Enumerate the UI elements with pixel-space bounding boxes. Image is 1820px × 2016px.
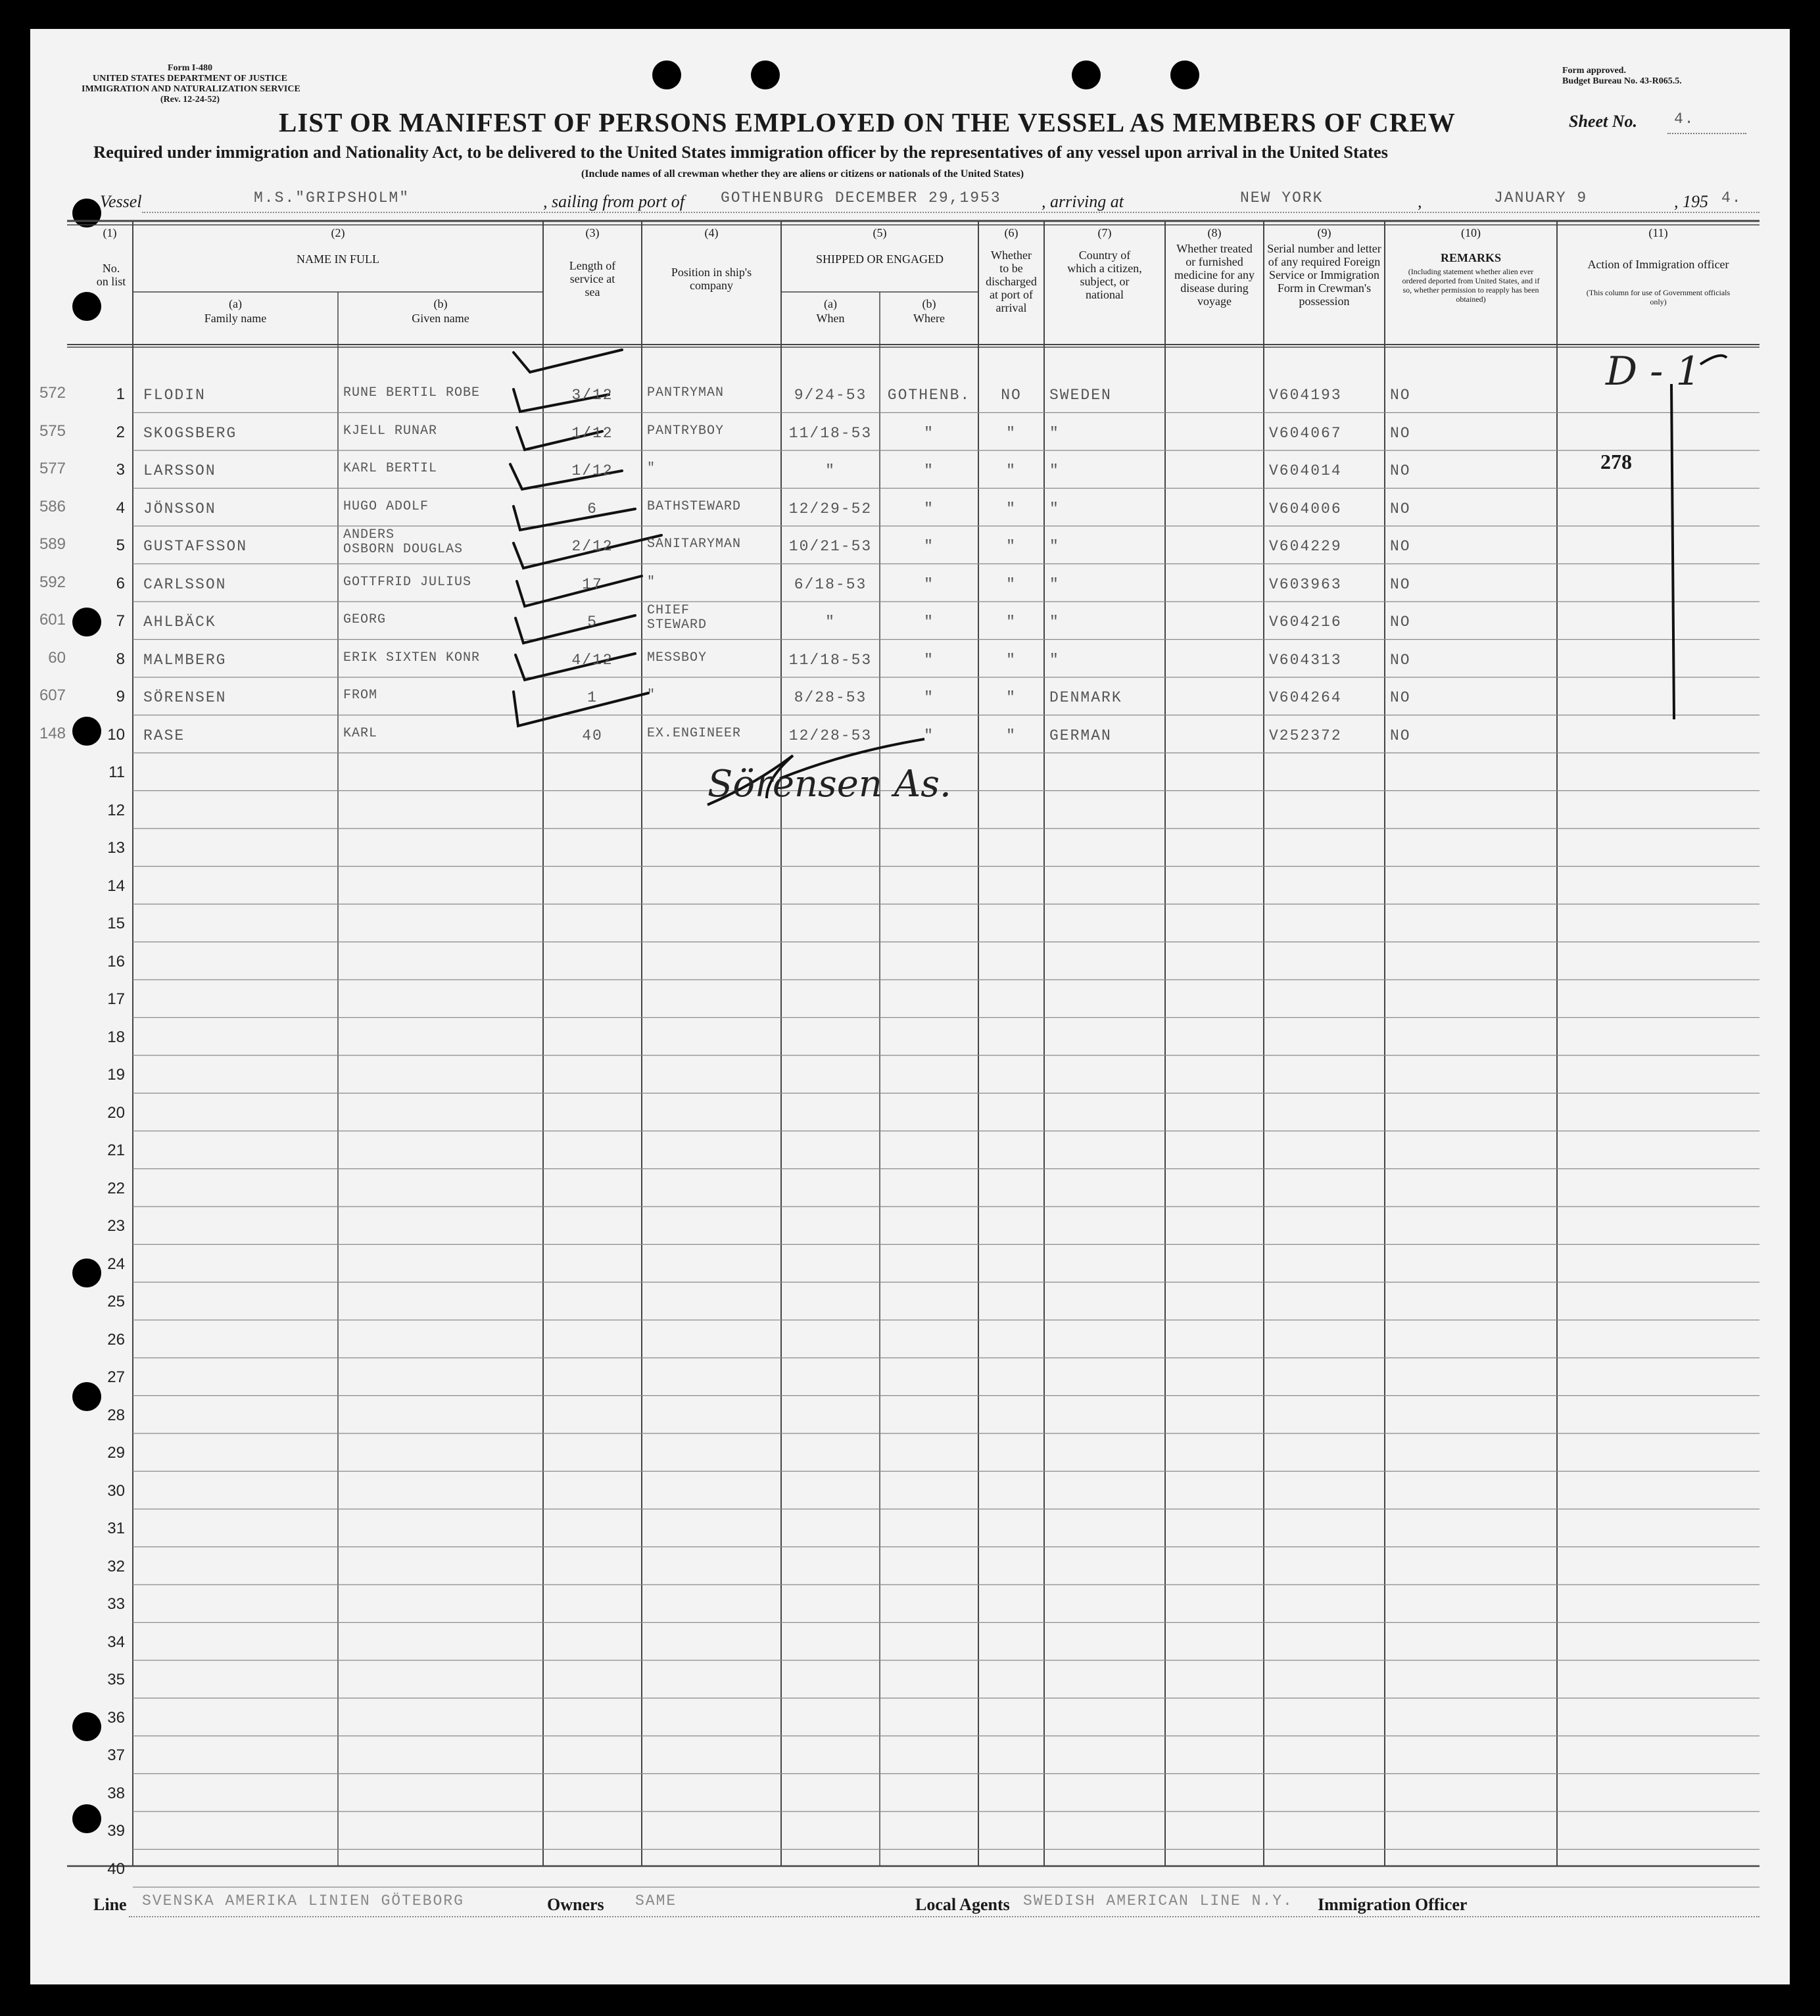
list-margin-number: 586 bbox=[39, 497, 66, 516]
col8-number: (8) bbox=[1207, 226, 1222, 239]
cell-when: " bbox=[825, 613, 836, 631]
cell-where: " bbox=[924, 689, 934, 706]
row-number: 15 bbox=[107, 915, 125, 932]
cell-where: " bbox=[924, 613, 934, 631]
row-number: 23 bbox=[107, 1217, 125, 1235]
vessel-label: Vessel bbox=[100, 192, 142, 211]
cell-service: 17 bbox=[582, 575, 603, 593]
row-number: 13 bbox=[107, 839, 125, 857]
list-margin-number: 589 bbox=[39, 535, 66, 553]
row-number: 4 bbox=[116, 498, 125, 517]
cell-position-cont: STEWARD bbox=[647, 617, 707, 633]
form-number: Form I-480 bbox=[167, 63, 213, 73]
col10-note: (Including statement whether alien ever ordered deported from United States, and if so, whether permission to reapply has been obtained) bbox=[1402, 267, 1540, 304]
cell-country: " bbox=[1049, 575, 1060, 593]
row-number: 37 bbox=[107, 1746, 125, 1764]
cell-country: DENMARK bbox=[1049, 689, 1122, 706]
budget-bureau-number: Budget Bureau No. 43-R065.5. bbox=[1562, 76, 1682, 86]
row-number: 32 bbox=[107, 1557, 125, 1575]
vessel-name: M.S."GRIPSHOLM" bbox=[254, 189, 410, 206]
cell-given: HUGO ADOLF bbox=[343, 498, 429, 514]
col11-note: (This column for use of Government officials only) bbox=[1586, 288, 1731, 306]
footer-owners-value: SAME bbox=[635, 1892, 677, 1909]
cell-given: GEORG bbox=[343, 612, 387, 627]
cell-when: 12/28-53 bbox=[788, 727, 873, 744]
row-number: 20 bbox=[107, 1103, 125, 1122]
cell-remarks: NO bbox=[1390, 575, 1411, 593]
cell-where: " bbox=[924, 538, 934, 555]
cell-family: JÖNSSON bbox=[143, 500, 216, 517]
row-number: 5 bbox=[116, 537, 125, 554]
cell-when: 9/24-53 bbox=[794, 387, 867, 404]
cell-position: " bbox=[647, 574, 656, 590]
cell-where: " bbox=[924, 462, 934, 479]
cell-family: SÖRENSEN bbox=[143, 689, 227, 706]
cell-country: " bbox=[1049, 424, 1060, 442]
col6-number: (6) bbox=[1004, 226, 1018, 239]
footer-agents-value: SWEDISH AMERICAN LINE N.Y. bbox=[1023, 1892, 1293, 1909]
cell-service: 5 bbox=[587, 613, 598, 631]
approval-line: Form approved. bbox=[1562, 66, 1626, 76]
list-margin-number: 572 bbox=[39, 384, 66, 402]
cell-service: 4/12 bbox=[571, 651, 613, 669]
col5-number: (5) bbox=[873, 226, 887, 239]
cell-position: SANITARYMAN bbox=[647, 537, 742, 552]
cell-serial: V252372 bbox=[1269, 727, 1342, 744]
year-prefix: , 195 bbox=[1674, 192, 1708, 211]
cell-serial: V604313 bbox=[1269, 651, 1342, 669]
cell-discharge: " bbox=[1006, 613, 1017, 631]
footer-agents-label: Local Agents bbox=[915, 1895, 1010, 1914]
cell-remarks: NO bbox=[1390, 538, 1411, 555]
cell-when: 12/29-52 bbox=[788, 500, 873, 517]
row-number: 10 bbox=[107, 725, 125, 744]
action-bracket-line bbox=[1671, 384, 1674, 719]
row-number: 31 bbox=[107, 1520, 125, 1537]
row-number: 34 bbox=[107, 1633, 125, 1651]
agency-line: UNITED STATES DEPARTMENT OF JUSTICE bbox=[93, 74, 287, 84]
col10-header: REMARKS bbox=[1440, 251, 1501, 264]
col8-header: Whether treated or furnished medicine for any disease during voyage bbox=[1174, 242, 1255, 308]
cell-position: CHIEF bbox=[647, 603, 690, 618]
captain-signature: Sörensen As. bbox=[707, 763, 951, 805]
row-number: 1 bbox=[116, 385, 125, 403]
cell-discharge: " bbox=[1006, 462, 1017, 479]
cell-position: " bbox=[647, 461, 656, 476]
footer-officer-label: Immigration Officer bbox=[1318, 1895, 1468, 1914]
comma: , bbox=[1418, 192, 1422, 211]
col5a-number: (a) bbox=[824, 297, 837, 310]
cell-given-cont: OSBORN DOUGLAS bbox=[343, 542, 464, 557]
cell-discharge: " bbox=[1006, 689, 1017, 706]
cell-discharge: NO bbox=[1001, 387, 1022, 404]
cell-country: " bbox=[1049, 500, 1060, 517]
row-lines bbox=[133, 413, 1760, 1888]
cell-family: RASE bbox=[143, 727, 185, 744]
row-number: 39 bbox=[107, 1822, 125, 1840]
sailing-label: , sailing from port of bbox=[543, 192, 685, 211]
cell-family: SKOGSBERG bbox=[143, 424, 237, 442]
cell-discharge: " bbox=[1006, 424, 1017, 442]
agency-line: IMMIGRATION AND NATURALIZATION SERVICE bbox=[82, 84, 300, 94]
row-number: 12 bbox=[107, 801, 125, 819]
cell-position: EX.ENGINEER bbox=[647, 725, 742, 741]
arrival-port: NEW YORK bbox=[1240, 189, 1324, 206]
year-suffix: 4. bbox=[1721, 189, 1742, 206]
col3-number: (3) bbox=[585, 226, 600, 239]
col5b-header: Where bbox=[913, 312, 945, 325]
cell-when: 6/18-53 bbox=[794, 575, 867, 593]
cell-serial: V604229 bbox=[1269, 538, 1342, 555]
list-margin-number: 60 bbox=[48, 648, 66, 667]
cell-discharge: " bbox=[1006, 575, 1017, 593]
cell-position: MESSBOY bbox=[647, 650, 707, 665]
cell-serial: V604193 bbox=[1269, 387, 1342, 404]
cell-where: " bbox=[924, 575, 934, 593]
cell-family: FLODIN bbox=[143, 387, 206, 404]
cell-family: LARSSON bbox=[143, 462, 216, 479]
cell-given: KARL BERTIL bbox=[343, 461, 438, 476]
cell-service: 3/12 bbox=[571, 387, 613, 404]
col7-number: (7) bbox=[1097, 226, 1112, 239]
list-margin-number: 607 bbox=[39, 686, 66, 704]
col9-number: (9) bbox=[1317, 226, 1331, 239]
row-number: 18 bbox=[107, 1028, 125, 1046]
col4-number: (4) bbox=[704, 226, 719, 239]
cell-family: CARLSSON bbox=[143, 575, 227, 593]
list-margin-number: 575 bbox=[39, 421, 66, 440]
col2-number: (2) bbox=[331, 226, 345, 239]
cell-given: FROM bbox=[343, 688, 378, 703]
row-number: 11 bbox=[108, 763, 125, 781]
footer-line-label: Line bbox=[93, 1895, 127, 1914]
cell-family: GUSTAFSSON bbox=[143, 538, 248, 555]
cell-where: " bbox=[924, 727, 934, 744]
cell-serial: V604216 bbox=[1269, 613, 1342, 631]
form-note: (Include names of all crewman whether they are aliens or citizens or nationals of the United States) bbox=[581, 168, 1024, 180]
cell-given: ANDERS bbox=[343, 527, 395, 542]
row-number: 33 bbox=[107, 1595, 125, 1613]
cell-where: " bbox=[924, 500, 934, 517]
cell-service: 1/12 bbox=[571, 462, 613, 479]
cell-where: " bbox=[924, 424, 934, 442]
list-margin-number: 592 bbox=[39, 573, 66, 591]
row-number: 25 bbox=[107, 1293, 125, 1310]
cell-given: KARL bbox=[343, 725, 378, 741]
list-margin-number: 148 bbox=[39, 724, 66, 742]
col5-header: SHIPPED OR ENGAGED bbox=[815, 252, 944, 266]
cell-service: 2/12 bbox=[571, 538, 613, 555]
row-number: 38 bbox=[107, 1784, 125, 1802]
departure-port: GOTHENBURG DECEMBER 29,1953 bbox=[721, 189, 1001, 206]
col1-number: (1) bbox=[103, 226, 117, 239]
cell-position: " bbox=[647, 688, 656, 703]
cell-when: 11/18-53 bbox=[788, 424, 873, 442]
cell-when: " bbox=[825, 462, 836, 479]
col2b-number: (b) bbox=[433, 297, 448, 310]
cell-where: " bbox=[924, 651, 934, 669]
cell-serial: V604067 bbox=[1269, 424, 1342, 442]
cell-given: RUNE BERTIL ROBE bbox=[343, 385, 481, 400]
col11-header: Action of Immigration officer bbox=[1587, 258, 1729, 271]
cell-country: " bbox=[1049, 462, 1060, 479]
cell-remarks: NO bbox=[1390, 689, 1411, 706]
row-number: 27 bbox=[107, 1368, 125, 1386]
cell-country: GERMAN bbox=[1049, 727, 1112, 744]
cell-service: 1/12 bbox=[571, 424, 613, 442]
col10-number: (10) bbox=[1461, 226, 1481, 239]
arriving-label: , arriving at bbox=[1042, 192, 1124, 211]
cell-serial: V604006 bbox=[1269, 500, 1342, 517]
form-subtitle: Required under immigration and Nationality Act, to be delivered to the United States immigration officer by the representatives of any vessel upon arrival in the United States bbox=[93, 142, 1388, 162]
col6-header: Whether to be discharged at port of arrival bbox=[986, 249, 1037, 314]
footer-line-value: SVENSKA AMERIKA LINIEN GÖTEBORG bbox=[142, 1892, 464, 1909]
row-number: 6 bbox=[116, 574, 125, 592]
cell-discharge: " bbox=[1006, 500, 1017, 517]
revision-date: (Rev. 12-24-52) bbox=[160, 95, 220, 105]
row-number: 7 bbox=[116, 612, 125, 630]
cell-position: PANTRYMAN bbox=[647, 385, 725, 400]
cell-country: SWEDEN bbox=[1049, 387, 1112, 404]
sheet-label: Sheet No. bbox=[1569, 112, 1637, 131]
cell-serial: V603963 bbox=[1269, 575, 1342, 593]
row-number: 19 bbox=[107, 1066, 125, 1084]
row-number: 30 bbox=[107, 1481, 125, 1500]
cell-remarks: NO bbox=[1390, 500, 1411, 517]
cell-family: AHLBÄCK bbox=[143, 613, 216, 631]
row-number: 29 bbox=[107, 1444, 125, 1462]
col4-header: Position in ship's company bbox=[671, 266, 752, 292]
row-number: 21 bbox=[107, 1141, 125, 1159]
cell-country: " bbox=[1049, 651, 1060, 669]
row-number: 3 bbox=[116, 461, 125, 479]
cell-service: 40 bbox=[582, 727, 603, 744]
row-number: 16 bbox=[107, 952, 125, 971]
col2-header: NAME IN FULL bbox=[297, 252, 379, 266]
cell-serial: V604014 bbox=[1269, 462, 1342, 479]
action-pen-mark bbox=[1700, 356, 1727, 364]
cell-country: " bbox=[1049, 613, 1060, 631]
cell-remarks: NO bbox=[1390, 424, 1411, 442]
row-number: 8 bbox=[116, 650, 125, 668]
page-title: LIST OR MANIFEST OF PERSONS EMPLOYED ON THE VESSEL AS MEMBERS OF CREW bbox=[279, 107, 1456, 137]
col9-header: Serial number and letter of any required Foreign Service or Immigration Form in Crewman's possession bbox=[1267, 242, 1381, 308]
row-number: 36 bbox=[107, 1708, 125, 1727]
row-number: 22 bbox=[107, 1179, 125, 1197]
cell-remarks: NO bbox=[1390, 462, 1411, 479]
manifest-sheet bbox=[30, 29, 1790, 1984]
footer-rule bbox=[129, 1916, 1760, 1917]
col7-header: Country of which a citizen, subject, or national bbox=[1067, 249, 1142, 301]
action-code: D - 1 bbox=[1606, 348, 1701, 395]
row-number: 14 bbox=[107, 876, 125, 895]
cell-serial: V604264 bbox=[1269, 689, 1342, 706]
col11-number: (11) bbox=[1648, 226, 1668, 239]
list-margin-number: 601 bbox=[39, 611, 66, 629]
cell-given: ERIK SIXTEN KONR bbox=[343, 650, 481, 665]
row-number: 24 bbox=[107, 1255, 125, 1273]
sheet-number: 4. bbox=[1674, 110, 1695, 128]
cell-when: 11/18-53 bbox=[788, 651, 873, 669]
list-margin-number: 577 bbox=[39, 460, 66, 477]
col3-header: Length of service at sea bbox=[569, 259, 616, 299]
cell-remarks: NO bbox=[1390, 387, 1411, 404]
row-number: 40 bbox=[107, 1860, 125, 1878]
col1-header: No. on list bbox=[96, 262, 126, 288]
action-count: 278 bbox=[1600, 450, 1632, 473]
cell-remarks: NO bbox=[1390, 651, 1411, 669]
cell-given: GOTTFRID JULIUS bbox=[343, 574, 472, 590]
row-number: 2 bbox=[116, 423, 125, 441]
cell-position: PANTRYBOY bbox=[647, 423, 725, 439]
row-number: 17 bbox=[107, 990, 125, 1008]
col5b-number: (b) bbox=[922, 297, 936, 310]
cell-given: KJELL RUNAR bbox=[343, 423, 438, 439]
cell-discharge: " bbox=[1006, 651, 1017, 669]
cell-discharge: " bbox=[1006, 727, 1017, 744]
cell-where: GOTHENB. bbox=[887, 387, 971, 404]
col2a-number: (a) bbox=[229, 297, 242, 310]
arrival-date: JANUARY 9 bbox=[1494, 189, 1588, 206]
col5a-header: When bbox=[816, 312, 845, 325]
col2b-header: Given name bbox=[412, 312, 469, 325]
cell-service: 6 bbox=[587, 500, 598, 517]
row-number: 35 bbox=[107, 1671, 125, 1689]
row-number: 28 bbox=[107, 1406, 125, 1424]
cell-position: BATHSTEWARD bbox=[647, 498, 742, 514]
footer-owners-label: Owners bbox=[547, 1895, 604, 1914]
cell-when: 8/28-53 bbox=[794, 689, 867, 706]
col2a-header: Family name bbox=[204, 312, 267, 325]
row-number: 26 bbox=[107, 1330, 125, 1349]
cell-when: 10/21-53 bbox=[788, 538, 873, 555]
cell-family: MALMBERG bbox=[143, 651, 227, 669]
cell-discharge: " bbox=[1006, 538, 1017, 555]
cell-remarks: NO bbox=[1390, 727, 1411, 744]
cell-remarks: NO bbox=[1390, 613, 1411, 631]
row-number: 9 bbox=[116, 688, 125, 706]
cell-country: " bbox=[1049, 538, 1060, 555]
cell-service: 1 bbox=[587, 689, 598, 706]
